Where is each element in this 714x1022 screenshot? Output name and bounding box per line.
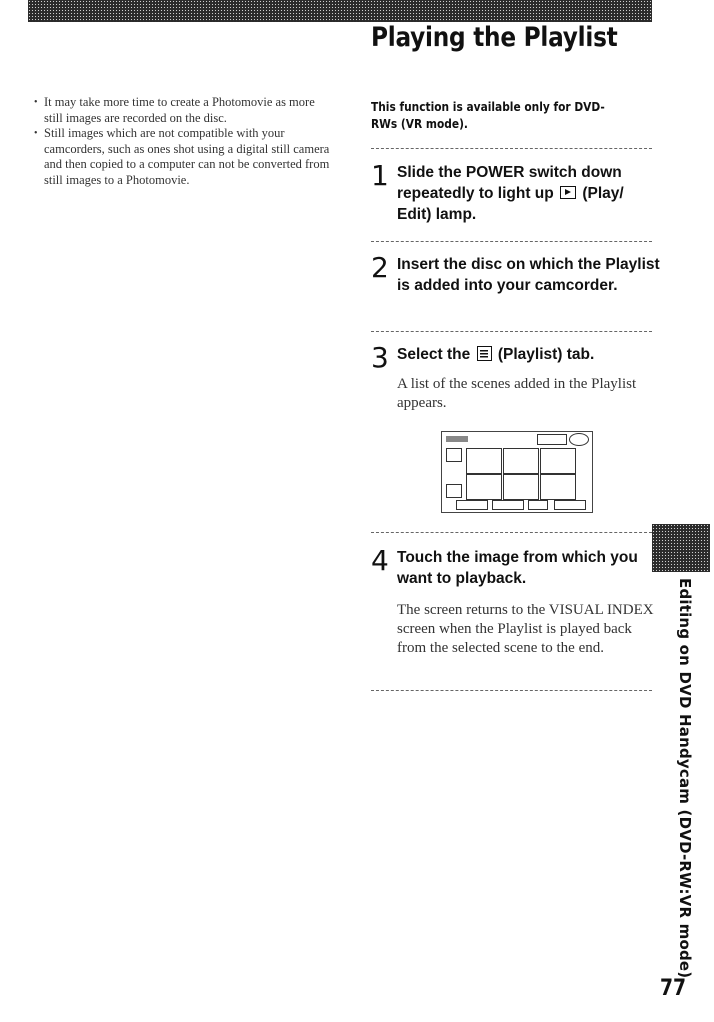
thumbnail-icon xyxy=(540,448,576,474)
step-heading-text: Select the xyxy=(397,346,475,363)
scroll-down-icon xyxy=(446,484,462,498)
step-heading: Touch the image from which you want to playback. xyxy=(397,549,638,587)
divider xyxy=(371,241,652,242)
step-number: 3 xyxy=(371,341,389,374)
step-heading xyxy=(397,162,661,225)
step-3 xyxy=(371,341,661,413)
divider xyxy=(371,331,652,332)
step-number: 2 xyxy=(371,251,389,284)
lcd-screen-illustration xyxy=(441,431,593,513)
divider xyxy=(371,532,652,533)
step-heading xyxy=(397,344,661,365)
thumbnail-icon xyxy=(466,448,502,474)
edit-button-icon xyxy=(537,434,567,445)
step-number: 4 xyxy=(371,544,389,577)
scroll-up-icon xyxy=(446,448,462,462)
note-item: • It may take more time to create a Photomovie as more still images are recorded on the disc. xyxy=(34,95,334,126)
tab-icon xyxy=(492,500,524,510)
playlist-tab-icon xyxy=(477,346,492,361)
divider xyxy=(371,148,652,149)
tab-icon xyxy=(554,500,586,510)
section-label: Editing on DVD Handycam (DVD-RW:VR mode) xyxy=(676,578,694,979)
tab-icon xyxy=(456,500,488,510)
step-heading-text: (Playlist) tab. xyxy=(493,346,595,363)
page-title: Playing the Playlist xyxy=(371,22,618,53)
notes-list xyxy=(34,95,334,188)
header-pattern-bar xyxy=(28,0,652,22)
thumbnail-icon xyxy=(503,474,539,500)
note-item: • Still images which are not compatible with your camcorders, such as ones shot using a digital still camera and then copied to a computer can not be converted from still images to a Photomovie. xyxy=(34,126,334,188)
page-number: 77 xyxy=(660,976,687,1001)
play-edit-lamp-icon xyxy=(560,186,576,199)
tab-icon xyxy=(528,500,548,510)
step-body: The screen returns to the VISUAL INDEX screen when the Playlist is played back from the selected scene to the end. xyxy=(397,602,654,656)
screen-header-icon xyxy=(446,436,468,442)
step-4 xyxy=(371,544,661,658)
section-tab-marker xyxy=(652,524,710,572)
step-heading-text: (Play/ Edit) lamp. xyxy=(397,185,624,223)
step-body: A list of the scenes added in the Playlist appears. xyxy=(397,376,637,411)
thumbnail-icon xyxy=(466,474,502,500)
thumbnail-icon xyxy=(540,474,576,500)
step-heading: Insert the disc on which the Playlist is added into your camcorder. xyxy=(397,256,660,294)
disc-icon xyxy=(569,433,589,446)
step-heading-text: Slide the POWER switch down repeatedly to light up xyxy=(397,164,622,202)
step-2 xyxy=(371,251,661,296)
divider xyxy=(371,690,652,691)
step-number: 1 xyxy=(371,159,389,192)
thumbnail-icon xyxy=(503,448,539,474)
availability-note: This function is available only for DVD-RWs (VR mode). xyxy=(371,99,605,131)
step-1 xyxy=(371,159,661,225)
